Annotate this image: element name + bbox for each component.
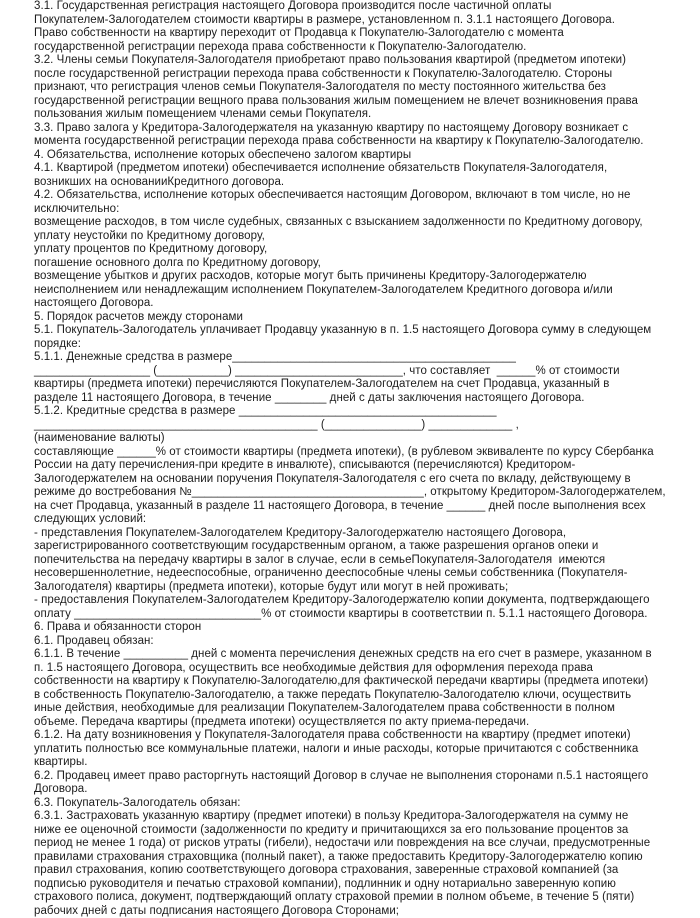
document-line: страхового полиса, документ, подтверждающий оплату страховой премии в полном объеме, в течение 5 (пяти) (34, 891, 635, 903)
document-line: неисполнением или ненадлежащим исполнением Покупателем-Залогодателем Кредитного договора и/или (34, 283, 613, 296)
document-line: подписью руководителя и печатью страховой компании), подлинник и одну нотариально заверенную копию (34, 877, 616, 890)
document-line: режиме до востребования №____________________________________, открытому Кредитором-Залогодержателем, (34, 486, 666, 498)
document-line: зарегистрированного соответствующим государственным органом, а также разрешения органов опеки и (34, 540, 599, 552)
document-line: попечительства на передачу квартиры в залог в случае, если в семьеПокупателя-Залогодателя имеются (34, 553, 606, 566)
document-line: 6.2. Продавец имеет право расторгнуть настоящий Договор в случае не выполнения сторонами п.5.1 настоящего (34, 769, 649, 782)
document-line: уплату процентов по Кредитному договору, (34, 243, 268, 255)
document-line: государственной регистрации вещного права пользования жилым помещением не влечет возникновения права (34, 94, 638, 107)
document-line: рабочих дней с даты подписания настоящего Договора Сторонами; (34, 904, 400, 917)
document-line: исключительно: (34, 202, 120, 215)
document-line: 6.3. Покупатель-Залогодатель обязан: (34, 796, 241, 809)
document-line: п. 1.5 настоящего Договора, осуществить все необходимые действия для оформления перехода права (34, 661, 594, 674)
document-line: составляющие ______% от стоимости квартиры (предмета ипотеки), (в рублевом эквиваленте по курсу Сбербанка (34, 445, 654, 458)
document-line: 6. Права и обязанности сторон (34, 621, 202, 633)
document-line: ____________________________________________ (_______________) _____________ , (34, 418, 519, 431)
document-line: России на дату перечисления-при кредите в инвалюте), списываются (перечисляются) Кредитором- (34, 459, 576, 471)
document-line: разделе 11 настоящего Договора, в течение ________ дней с даты заключения настоящего Договора. (34, 391, 585, 404)
document-line: после государственной регистрации перехода права собственности к Покупателю-Залогодателю. Стороны (34, 67, 613, 80)
document-line: в собственность Покупателю-Залогодателю, а также передать Покупателю-Залогодателю ключи, осуществить (34, 688, 632, 701)
document-line: Покупателем-Залогодателем стоимости квартиры в размере, установленном п. 3.1.1 настоящего Договора. (34, 13, 615, 26)
document-line: квартиры (предмета ипотеки) перечисляются Покупателем-Залогодателем на счет Продавца, указанный в (34, 378, 610, 390)
document-line: 3.2. Члены семьи Покупателя-Залогодателя приобретают право пользования квартирой (предметом ипотеки) (34, 54, 626, 66)
document-line: 4.2. Обязательства, исполнение которых обеспечивается настоящим Договором, включают в том числе, но не (34, 189, 631, 201)
document-line: возникших на основанииКредитного договора. (34, 175, 285, 188)
document-line: квартиры. (34, 756, 88, 768)
document-line: правил страхования, копию соответствующего договора страхования, заверенные страховой компанией (за (34, 864, 619, 876)
document-line: 6.1. Продавец обязан: (34, 634, 154, 647)
document-line: собственности на квартиру к Покупателю-Залогодателю,для фактической передачи квартиры (предмета ипотеки) (34, 675, 649, 687)
document-line: Право собственности на квартиру переходит от Продавца к Покупателю-Залогодателю с момента (34, 27, 564, 39)
document-line: 6.1.1. В течение __________ дней с момента перечисления денежных средств на его счет в размере, указанном в (34, 648, 652, 660)
document-line: ниже ее оценочной стоимости (задолженности по кредиту и причитающихся за его пользование процентов за (34, 823, 629, 836)
document-text (34, 0, 696, 918)
document-line: период не менее 1 года) от рисков утраты (гибели), недостачи или повреждения на все случаи, предусмотренные (34, 837, 651, 849)
document-line: возмещение расходов, в том числе судебных, связанных с взысканием задолженности по Кредитному договору, (34, 216, 643, 228)
document-line: 5.1.2. Кредитные средства в размере ________________________________________ (34, 405, 497, 417)
document-line: 6.3.1. Застраховать указанную квартиру (предмет ипотеки) в пользу Кредитора-Залогодержателя на сумму не (34, 810, 629, 822)
document-line: порядке: (34, 337, 81, 350)
document-line: Залогодержателем на основании поручения Покупателя-Залогодателя с его счета по вкладу, действующему в (34, 472, 631, 485)
document-line: момента государственной регистрации перехода права собственности на квартиру к Покупателю-Залогодателю. (34, 135, 644, 147)
document-line: иные действия, необходимые для реализации Покупателем-Залогодателем права собственности в полном (34, 702, 615, 714)
document-line: 6.1.2. На дату возникновения у Покупателя-Залогодателя права собственности на квартиру (предмет ипотеки) (34, 729, 631, 741)
document-line: 3.3. Право залога у Кредитора-Залогодержателя на указанную квартиру по настоящему Договору возникает с (34, 121, 629, 134)
document-line: Залогодателя) квартиры (предмета ипотеки), которые будут или могут в ней проживать; (34, 580, 509, 593)
document-line: - представления Покупателем-Залогодателем Кредитору-Залогодержателю настоящего Договора, (34, 526, 567, 539)
document-line: государственной регистрации перехода права собственности к Покупателю-Залогодателю. (34, 40, 527, 53)
document-line: 5.1. Покупатель-Залогодатель уплачивает Продавцу указанную в п. 1.5 настоящего Договора сумму в следующем (34, 324, 652, 336)
document-line: (наименование валюты) (34, 432, 165, 444)
document-line: 4. Обязательства, исполнение которых обеспечено залогом квартиры (34, 148, 412, 161)
document-line: 5. Порядок расчетов между сторонами (34, 310, 243, 323)
document-line: возмещение убытков и других расходов, которые могут быть причинены Кредитору-Залогодержателю (34, 270, 587, 282)
document-line: признают, что регистрация членов семьи Покупателя-Залогодателя по месту постоянного жительства без (34, 81, 606, 93)
document-line: оплату _____________________________% от стоимости квартиры в соответствии п. 5.1.1 настоящего Договора. (34, 607, 648, 620)
document-line: 3.1. Государственная регистрация настоящего Договора производится после частичной оплаты (34, 0, 552, 12)
document-line: 4.1. Квартирой (предметом ипотеки) обеспечивается исполнение обязательств Покупателя-Залогодателя, (34, 162, 608, 174)
document-line: уплатить полностью все коммунальные платежи, налоги и иные расходы, которые причитаются с собственника (34, 742, 639, 755)
document-line: объеме. Передача квартиры (предмета ипотеки) осуществляется по акту приема-передачи. (34, 715, 530, 728)
document-line: несовершеннолетние, недееспособные, ограниченно дееспособные члены семьи собственника (Покупателя- (34, 567, 628, 579)
document-line: следующих условий: (34, 513, 147, 525)
document-line: пользования жилым помещением членами семьи Покупателя. (34, 108, 372, 120)
document-line: погашение основного долга по Кредитному договору, (34, 256, 321, 269)
document-line: 5.1.1. Денежные средства в размере____________________________________________ (34, 351, 516, 363)
document-line: - предоставления Покупателем-Залогодателем Кредитору-Залогодержателю копии документа, подтверждающего (34, 594, 650, 606)
document-line: __________________ (___________) __________________________, что составляет ______% от стоимости (34, 364, 620, 377)
document-line: Договора. (34, 783, 88, 795)
document-line: правилами страхования страховщика (полный пакет), а также предоставить Кредитору-Залогодержателю копию (34, 850, 643, 863)
document-line: уплату неустойки по Кредитному договору, (34, 229, 265, 242)
document-line: настоящего Договора. (34, 297, 154, 309)
document-line: на счет Продавца, указанный в разделе 11 настоящего Договора, в течение ______ дней после выполнения всех (34, 499, 646, 512)
